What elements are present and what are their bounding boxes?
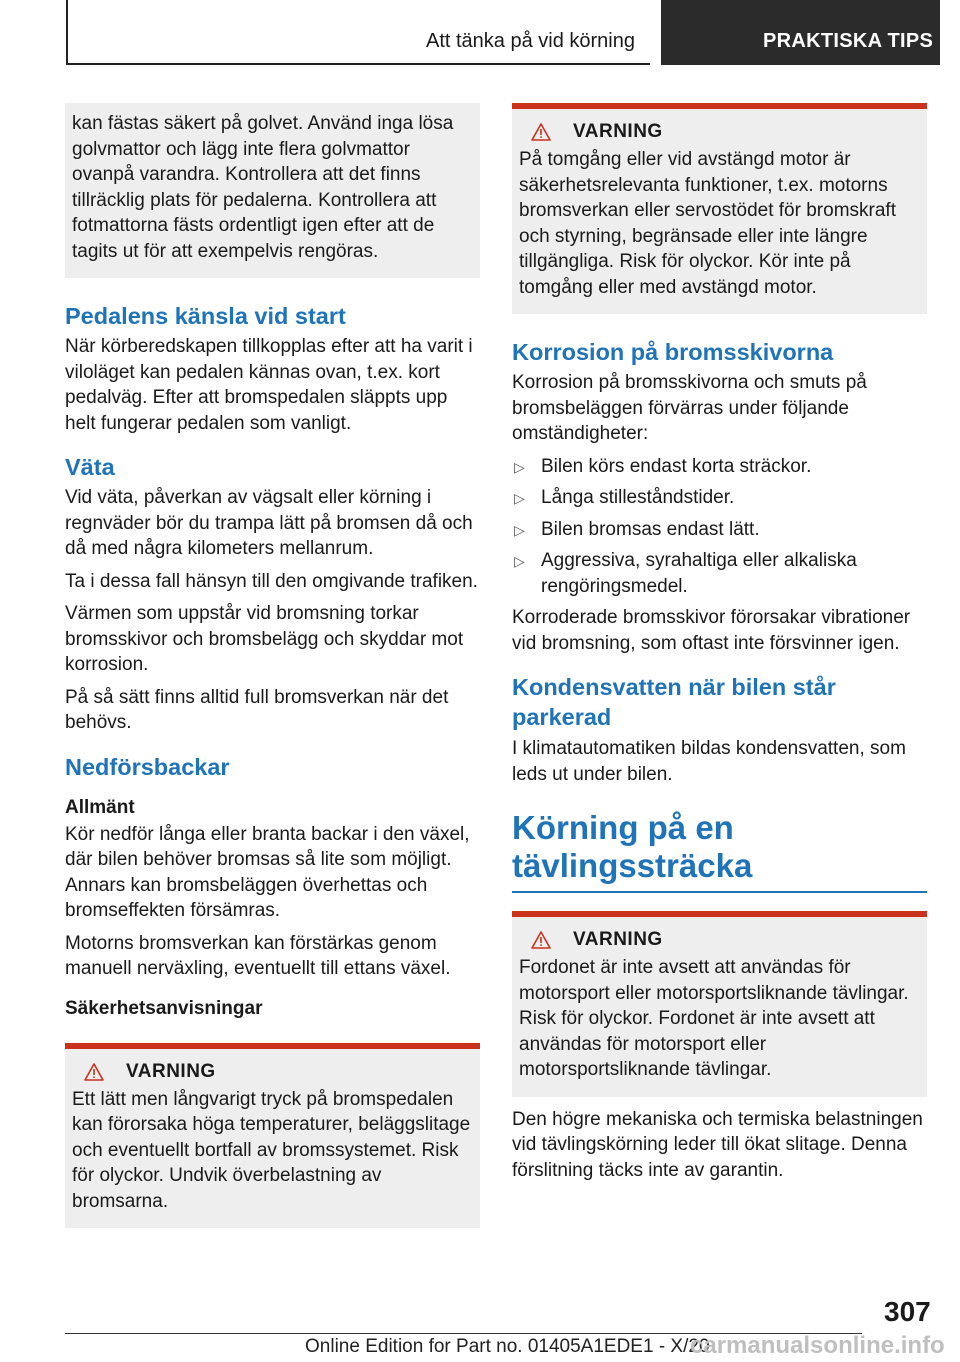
- wet-paragraph-1: Vid väta, påverkan av vägsalt eller körning i regnväder bör du trampa lätt på bromsen då och då med några kilometers mellanrum.: [65, 487, 473, 559]
- list-item: ▷ Bilen bromsas endast lätt.: [512, 517, 927, 543]
- triangle-bullet-icon: ▷: [514, 521, 525, 538]
- chapter-tab: [661, 0, 940, 65]
- warning-label: VARNING: [573, 929, 663, 950]
- left-column: [65, 103, 480, 1228]
- general-heading: Allmänt: [65, 796, 135, 818]
- pedal-text: När körberedskapen tillkopplas efter att ha varit i viloläget kan pedalen kännas ovan, t.ex. kort pedalväg. Efter att bromspedalen släppts upp helt fungerar pedalen som vanligt.: [65, 336, 473, 434]
- track-warning-box: [512, 911, 927, 1097]
- downhill-paragraph-1: Kör nedför långa eller branta backar i den växel, där bilen behöver bromsas så lite som möjligt. Annars kan bromsbeläggen överhettas och bromseffekten försämras.: [65, 823, 470, 921]
- corrosion-intro: Korrosion på bromsskivorna och smuts på bromsbeläggen förvärras under följande omständigheter:: [512, 372, 867, 444]
- warning-title: [72, 1061, 474, 1083]
- warning-triangle-icon: [531, 123, 551, 141]
- downhill-heading: Nedförsbackar: [65, 753, 230, 780]
- intro-box: [65, 103, 480, 278]
- list-item: ▷ Bilen körs endast korta sträckor.: [512, 454, 927, 480]
- right-column: [512, 103, 927, 1190]
- warning-text: På tomgång eller vid avstängd motor är säkerhetsrelevanta funktioner, t.ex. motorns bromsverkan eller servostödet för bromskraft och styrning, begränsade eller inte längre tillgängliga. Risk för olyckor. Kör inte på tomgång eller med avstängd motor.: [519, 149, 896, 298]
- watermark: carmanualsonline.info: [690, 1332, 945, 1359]
- intro-text: kan fästas säkert på golvet. Använd inga lösa golvmattor och lägg inte flera golvmattor ovanpå varandra. Kontrollera att det finns tillräcklig plats för pedalerna. Kontrollera att fotmattorna fästs ordentligt igen efter att de tagits ut för att exempelvis rengöras.: [72, 113, 454, 262]
- track-heading: Körning på en tävlingssträcka: [512, 809, 753, 884]
- corrosion-list: [512, 454, 927, 600]
- idle-warning-box: [512, 103, 927, 314]
- wet-paragraph-3: Värmen som uppstår vid bromsning torkar bromsskivor och bromsbelägg och skyddar mot korrosion.: [65, 603, 464, 675]
- warning-triangle-icon: [84, 1063, 104, 1081]
- warning-title: [519, 929, 921, 951]
- safety-heading: Säkerhetsanvisningar: [65, 997, 263, 1019]
- corrosion-heading: Korrosion på bromsskivorna: [512, 339, 834, 365]
- heading-rule: [512, 891, 927, 893]
- triangle-bullet-icon: ▷: [514, 553, 525, 569]
- warning-title: [519, 121, 921, 143]
- wet-paragraph-2: Ta i dessa fall hänsyn till den omgivande trafiken.: [65, 570, 478, 592]
- wet-paragraph-4: På så sätt finns alltid full bromsverkan när det behövs.: [65, 686, 449, 733]
- condensation-heading: Kondensvatten när bilen står parkerad: [512, 674, 836, 730]
- footer-edition: Online Edition for Part no. 01405A1EDE1 - X/20: [305, 1336, 710, 1357]
- warning-triangle-icon: [531, 931, 551, 949]
- list-item: ▷ Aggressiva, syrahaltiga eller alkaliska rengöringsmedel.: [514, 550, 857, 597]
- triangle-bullet-icon: ▷: [514, 490, 525, 506]
- chapter-title: PRAKTISKA TIPS: [763, 30, 934, 52]
- condensation-text: I klimatautomatiken bildas kondensvatten, som leds ut under bilen.: [512, 738, 906, 785]
- brake-warning-box: [65, 1043, 480, 1229]
- downhill-paragraph-2: Motorns bromsverkan kan förstärkas genom manuell nerväxling, eventuellt till ettans växel.: [65, 932, 451, 979]
- corrosion-outro: Korroderade bromsskivor förorsakar vibrationer vid bromsning, som oftast inte försvinner igen.: [512, 607, 911, 654]
- wet-heading: Väta: [65, 454, 115, 480]
- warning-label: VARNING: [126, 1060, 216, 1082]
- list-item: ▷ Långa stilleståndstider.: [512, 485, 927, 511]
- warning-text: Fordonet är inte avsett att användas för motorsport eller motorsportsliknande tävlingar. Risk för olyckor. Fordonet är inte avsett att användas för motorsport eller motorsportsliknande tävlingar.: [519, 957, 909, 1080]
- page-number: 307: [884, 1296, 931, 1327]
- track-text: Den högre mekaniska och termiska belastningen vid tävlingskörning leder till ökat slitage. Denna förslitning täcks inte av garantin.: [512, 1108, 923, 1181]
- triangle-bullet-icon: ▷: [514, 458, 525, 475]
- warning-text: Ett lätt men långvarigt tryck på bromspedalen kan förorsaka höga temperaturer, beläggslitage och eventuellt bortfall av bromssystemet. Risk för olyckor. Undvik överbelastning av bromsarna.: [72, 1088, 471, 1212]
- pedal-heading: Pedalens känsla vid start: [65, 303, 346, 329]
- section-title: Att tänka på vid körning: [425, 30, 635, 52]
- warning-label: VARNING: [573, 121, 663, 142]
